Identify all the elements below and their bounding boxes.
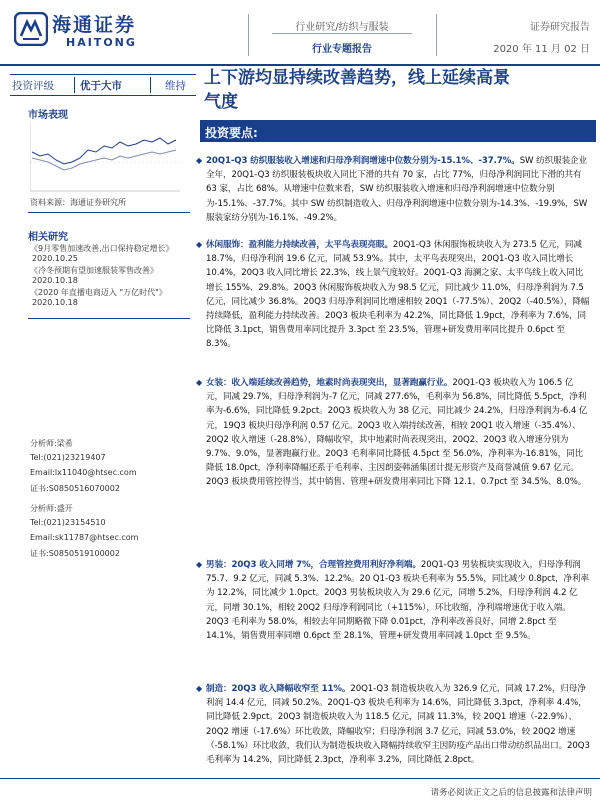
related-item-date: 2020.10.18 <box>32 276 78 285</box>
header-rule <box>272 33 412 34</box>
market-performance-chart <box>30 122 180 192</box>
haitong-logo <box>14 10 144 58</box>
paragraph-body: 20Q1-Q3 休闲服饰板块收入为 273.5 亿元，同减 18.7%，归母净利润 19.6 亿元，同减 53.9%。其中，太平鸟表现突出，20Q1-Q3 收入同比增长 10.4%，20Q3 收入同比增长 22.3%，线上景气度较好。20Q1-Q3 海澜之家、太平鸟线上收入同比增长 155%、29.8%。20Q3 休闲服饰板块收入为 98.5 亿元，同比减少 11.0%，归母净利润为 7.5 亿元，同比减少 36.8%。20Q3 归母净利润同比增速相较 20Q1（-77.5%）、20Q2（-40.5%），降幅持续降低，盈利能力持续改善。20Q3 板块毛利率为 42.2%，同比降低 1.9pct，净利率为 7.6%，同比降低 3.1pct，销售费用率同比提升 3.3pct 至 23.5%，管理+研发费用率同比提升 0.6pct 至 8.3%。 <box>206 240 590 350</box>
analyst-cert: 证书:S0850516070002 <box>30 484 120 493</box>
rating-divider <box>74 77 75 93</box>
paragraph-body: SW 纺织服装企业全年，20Q1-Q3 纺织服装板块收入同比下滑的共有 70 家，占比 77%，归母净利润同比下滑的共有 63 家，占比 68%。从增速中位数来看，SW 纺织服装收入增速和归母净利润增速中位数分别为-15.1%、-37.7%。其中 SW 纺织制造收入、归母净利润增速中位数分别为-14.3%、-19.9%，SW 服装家纺分别为-16.1%、-49.2%。 <box>206 156 588 223</box>
paragraph-body: 20Q1-Q3 制造板块收入为 326.9 亿元，同减 17.2%，归母净利润 14.4 亿元，同减 50.2%。20Q1-Q3 板块毛利率为 14.6%，同比降低 3.3pct，净利率 4.4%，同比降低 2.9pct。20Q3 制造板块收入为 118.5 亿元，同减 11.3%，较 20Q1 增速（-22.9%）、20Q2 增速（-17.6%）环比收敛，降幅收窄；归母净利润 3.7 亿元，同减 53.0%，较 20Q2 增速（-58.1%）环比收敛，我们认为制造板块收入降幅持续收窄主因防疫产品出口带动纺织品出口。20Q3 毛利率为 14.2%，同比降低 2.3pct，净利率 3.2%，同比降低 2.8pct。 <box>206 684 590 766</box>
key-points-label: 投资要点: <box>205 126 258 140</box>
header-divider-right <box>436 14 437 56</box>
paragraph-womenswear <box>196 376 590 490</box>
paragraph-body: 20Q1-Q3 板块收入为 106.5 亿元，同减 29.7%，归母净利润为-7 亿元，同减 277.6%，毛利率为 56.8%，同比降低 5.5pct，净利率为-6.6%，同比降低 9.2pct。20Q3 板块收入为 38 亿元，同比减少 24.2%，归母净利润为-6.4 亿元，19Q3 板块归母净利润 0.57 亿元。20Q3 收入端持续改善，相较 20Q1 收入增速（-35.4%）、20Q2 收入增速（-28.8%），降幅收窄，其中地素时尚表现突出，20Q2、20Q3 收入增速分别为 9.7%、9.0%，显著跑赢行业。20Q3 毛利率同比降低 4.5pct 至 56.0%，净利率为-16.81%，同比降低 18.0pct，净利率降幅还系于毛利率、主因朗姿韩涵集团计提无形资产及商誉减值 9.67 亿元。20Q3 板块费用管控得当，其中销售、管理+研发费用率同比下降 12.1、0.7pct 至 34.5%、8.0%。 <box>206 378 588 488</box>
page-title <box>204 66 594 114</box>
paragraph-casual-wear <box>196 238 590 352</box>
logo-text-cn: 海通证券 <box>52 14 137 36</box>
header-right-label: 证券研究报告 <box>530 22 590 33</box>
report-date: 2020 年 11 月 02 日 <box>493 44 590 55</box>
rating-label: 投资评级 <box>12 80 54 92</box>
paragraph-lead: 休闲服饰：盈利能力持续改善，太平鸟表现亮眼。 <box>206 240 393 250</box>
related-item-title[interactable]: 《2020 年直播电商迈入 "万亿时代"》 <box>30 288 167 297</box>
bullet-icon: ◆ <box>196 156 203 165</box>
analyst-tel: Tel:(021)23154510 <box>30 518 106 527</box>
paragraph-lead: 20Q1-Q3 纺织服装收入增速和归母净利润增速中位数分别为-15.1%、-37.7%。 <box>206 156 520 166</box>
analyst-email[interactable]: Email:sk11787@htsec.com <box>30 533 139 542</box>
report-category: 行业研究/纺织与服装 <box>295 22 389 33</box>
paragraph-menswear <box>196 558 590 643</box>
market-source: 资料来源：海通证券研究所 <box>30 198 126 207</box>
bullet-icon: ◆ <box>196 684 203 693</box>
related-title: 相关研究 <box>28 232 68 243</box>
analyst-name: 分析师:盛开 <box>30 504 73 513</box>
analyst-name: 分析师:梁希 <box>30 439 73 448</box>
rating-bar <box>10 74 196 96</box>
analyst-email[interactable]: Email:lx11040@htsec.com <box>30 468 137 477</box>
bullet-icon: ◆ <box>196 378 203 387</box>
rating-divider <box>150 77 151 93</box>
title-line-1: 上下游均显持续改善趋势，线上延续高景 <box>204 68 510 88</box>
bullet-icon: ◆ <box>196 240 203 249</box>
title-line-2: 气度 <box>204 92 238 112</box>
rating-trend: 维持 <box>165 80 186 92</box>
haitong-emblem-icon <box>14 12 48 46</box>
footer-disclaimer: 请务必阅读正文之后的信息披露和法律声明 <box>430 788 592 798</box>
paragraph-manufacturing <box>196 682 590 767</box>
paragraph-summary <box>196 154 590 225</box>
market-title: 市场表现 <box>28 110 68 121</box>
analyst-tel: Tel:(021)23219407 <box>30 453 106 462</box>
related-item-date: 2020.10.25 <box>32 254 78 263</box>
related-item-title[interactable]: 《9月零售加速改善,出口保持稳定增长》 <box>30 244 174 253</box>
paragraph-body: 20Q1-Q3 男装板块实现收入，归母净利润 75.7、9.2 亿元，同减 5.3%、12.2%。20 Q1-Q3 板块毛利率为 55.5%，同比减少 0.8pct，净利率为 12.2%，同比减少 1.0pct。20Q3 男装板块收入为 29.6 亿元，同增 5.2%，归母净利润 4.2 亿元，同增 30.1%，相较 20Q2 归母净利润同比（+115%），环比收缩，净利端增速优于收入端。20Q3 毛利率为 58.0%，相较去年同期略微下降 0.01pct，净利率改善良好，同增 2.8pct 至 14.1%，销售费用率同增 0.6pct 至 28.1%，管理+研发费用率同减 1.0pct 至 9.5%。 <box>206 560 590 642</box>
key-points-bar <box>200 120 596 142</box>
logo-text-en: HAITONG <box>66 36 137 49</box>
side-rule <box>28 212 190 213</box>
bullet-icon: ◆ <box>196 560 203 569</box>
paragraph-lead: 女装：收入端延续改善趋势，地素时尚表现突出，显著跑赢行业。 <box>206 378 453 388</box>
report-type: 行业专题报告 <box>312 44 372 55</box>
paragraph-lead: 制造：20Q3 收入降幅收窄至 11%。 <box>206 684 351 694</box>
related-item-date: 2020.10.18 <box>32 298 78 307</box>
analyst-cert: 证书:S0850519100002 <box>30 549 120 558</box>
header-divider-left <box>248 14 249 56</box>
side-rule <box>28 318 190 319</box>
footer-rule <box>0 778 600 779</box>
paragraph-lead: 男装：20Q3 收入同增 7%，合理管控费用利好净利端。 <box>206 560 421 570</box>
rating-value: 优于大市 <box>80 80 122 92</box>
related-item-title[interactable]: 《冷冬预期有望加速服装零售改善》 <box>30 266 158 275</box>
